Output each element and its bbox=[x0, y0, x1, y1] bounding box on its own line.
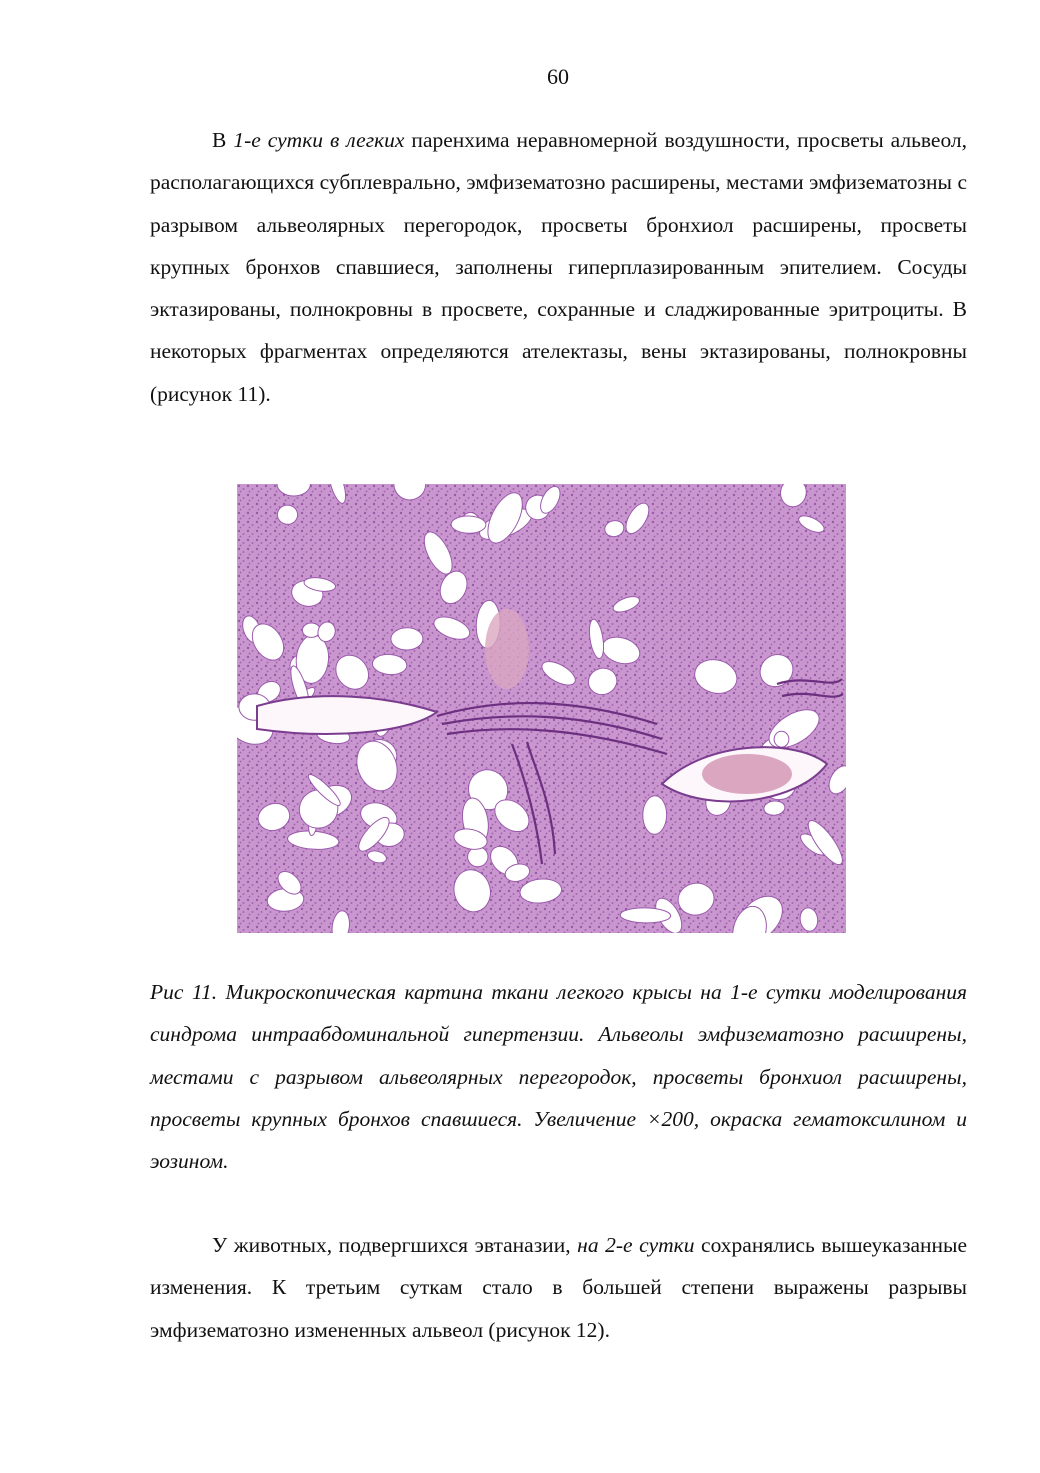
lung-tissue-micrograph bbox=[237, 484, 846, 933]
paragraph-1 bbox=[150, 119, 967, 415]
micrograph-figure bbox=[237, 484, 846, 933]
paragraph-2-text: сохранялись вышеуказанные изменения. К третьим суткам стало в большей степени выражены разрывы эмфизематозно измененных альвеол (рисунок 12). bbox=[150, 1233, 967, 1342]
alveolar-lumen bbox=[302, 623, 320, 638]
paragraph-2-italic: на 2-е сутки bbox=[577, 1233, 695, 1257]
page-number: 60 bbox=[547, 64, 569, 89]
paragraph-2 bbox=[150, 1224, 967, 1351]
alveolar-lumen bbox=[620, 907, 671, 923]
paragraph-2-lead: У животных, подвергшихся эвтаназии, bbox=[212, 1233, 578, 1257]
alveolar-lumen bbox=[391, 628, 423, 651]
alveolar-lumen bbox=[774, 731, 790, 748]
alveolar-lumen bbox=[451, 516, 486, 534]
paragraph-1-text: паренхима неравномерной воздушности, просветы альвеол, располагающихся субплеврально, эмфизематозно расширены, местами эмфизематозны с разрывом альвеолярных перегородок, просветы бронхиол расширены, просветы крупных бронхов спавшиеся, заполнены гиперплазированным эпителием. Сосуды эктазированы, полнокровны в просвете, сохранные и сладжированные эритроциты. В некоторых фрагментах определяются ателектазы, вены эктазированы, полнокровны (рисунок 11). bbox=[150, 128, 968, 406]
paragraph-1-italic: 1-е сутки в легких bbox=[233, 128, 405, 152]
alveolar-lumen bbox=[642, 795, 666, 834]
figure-caption: Рис 11. Микроскопическая картина ткани легкого крысы на 1-е сутки моделирования синдрома интраабдоминальной гипертензии. Альвеолы эмфизематозно расширены, местами с разрывом альвеолярных перегородок, просветы бронхиол расширены, просветы крупных бронхов спавшиеся. Увеличение ×200, окраска гематоксилином и эозином. bbox=[150, 980, 967, 1174]
paragraph-1-lead: В bbox=[212, 128, 234, 152]
